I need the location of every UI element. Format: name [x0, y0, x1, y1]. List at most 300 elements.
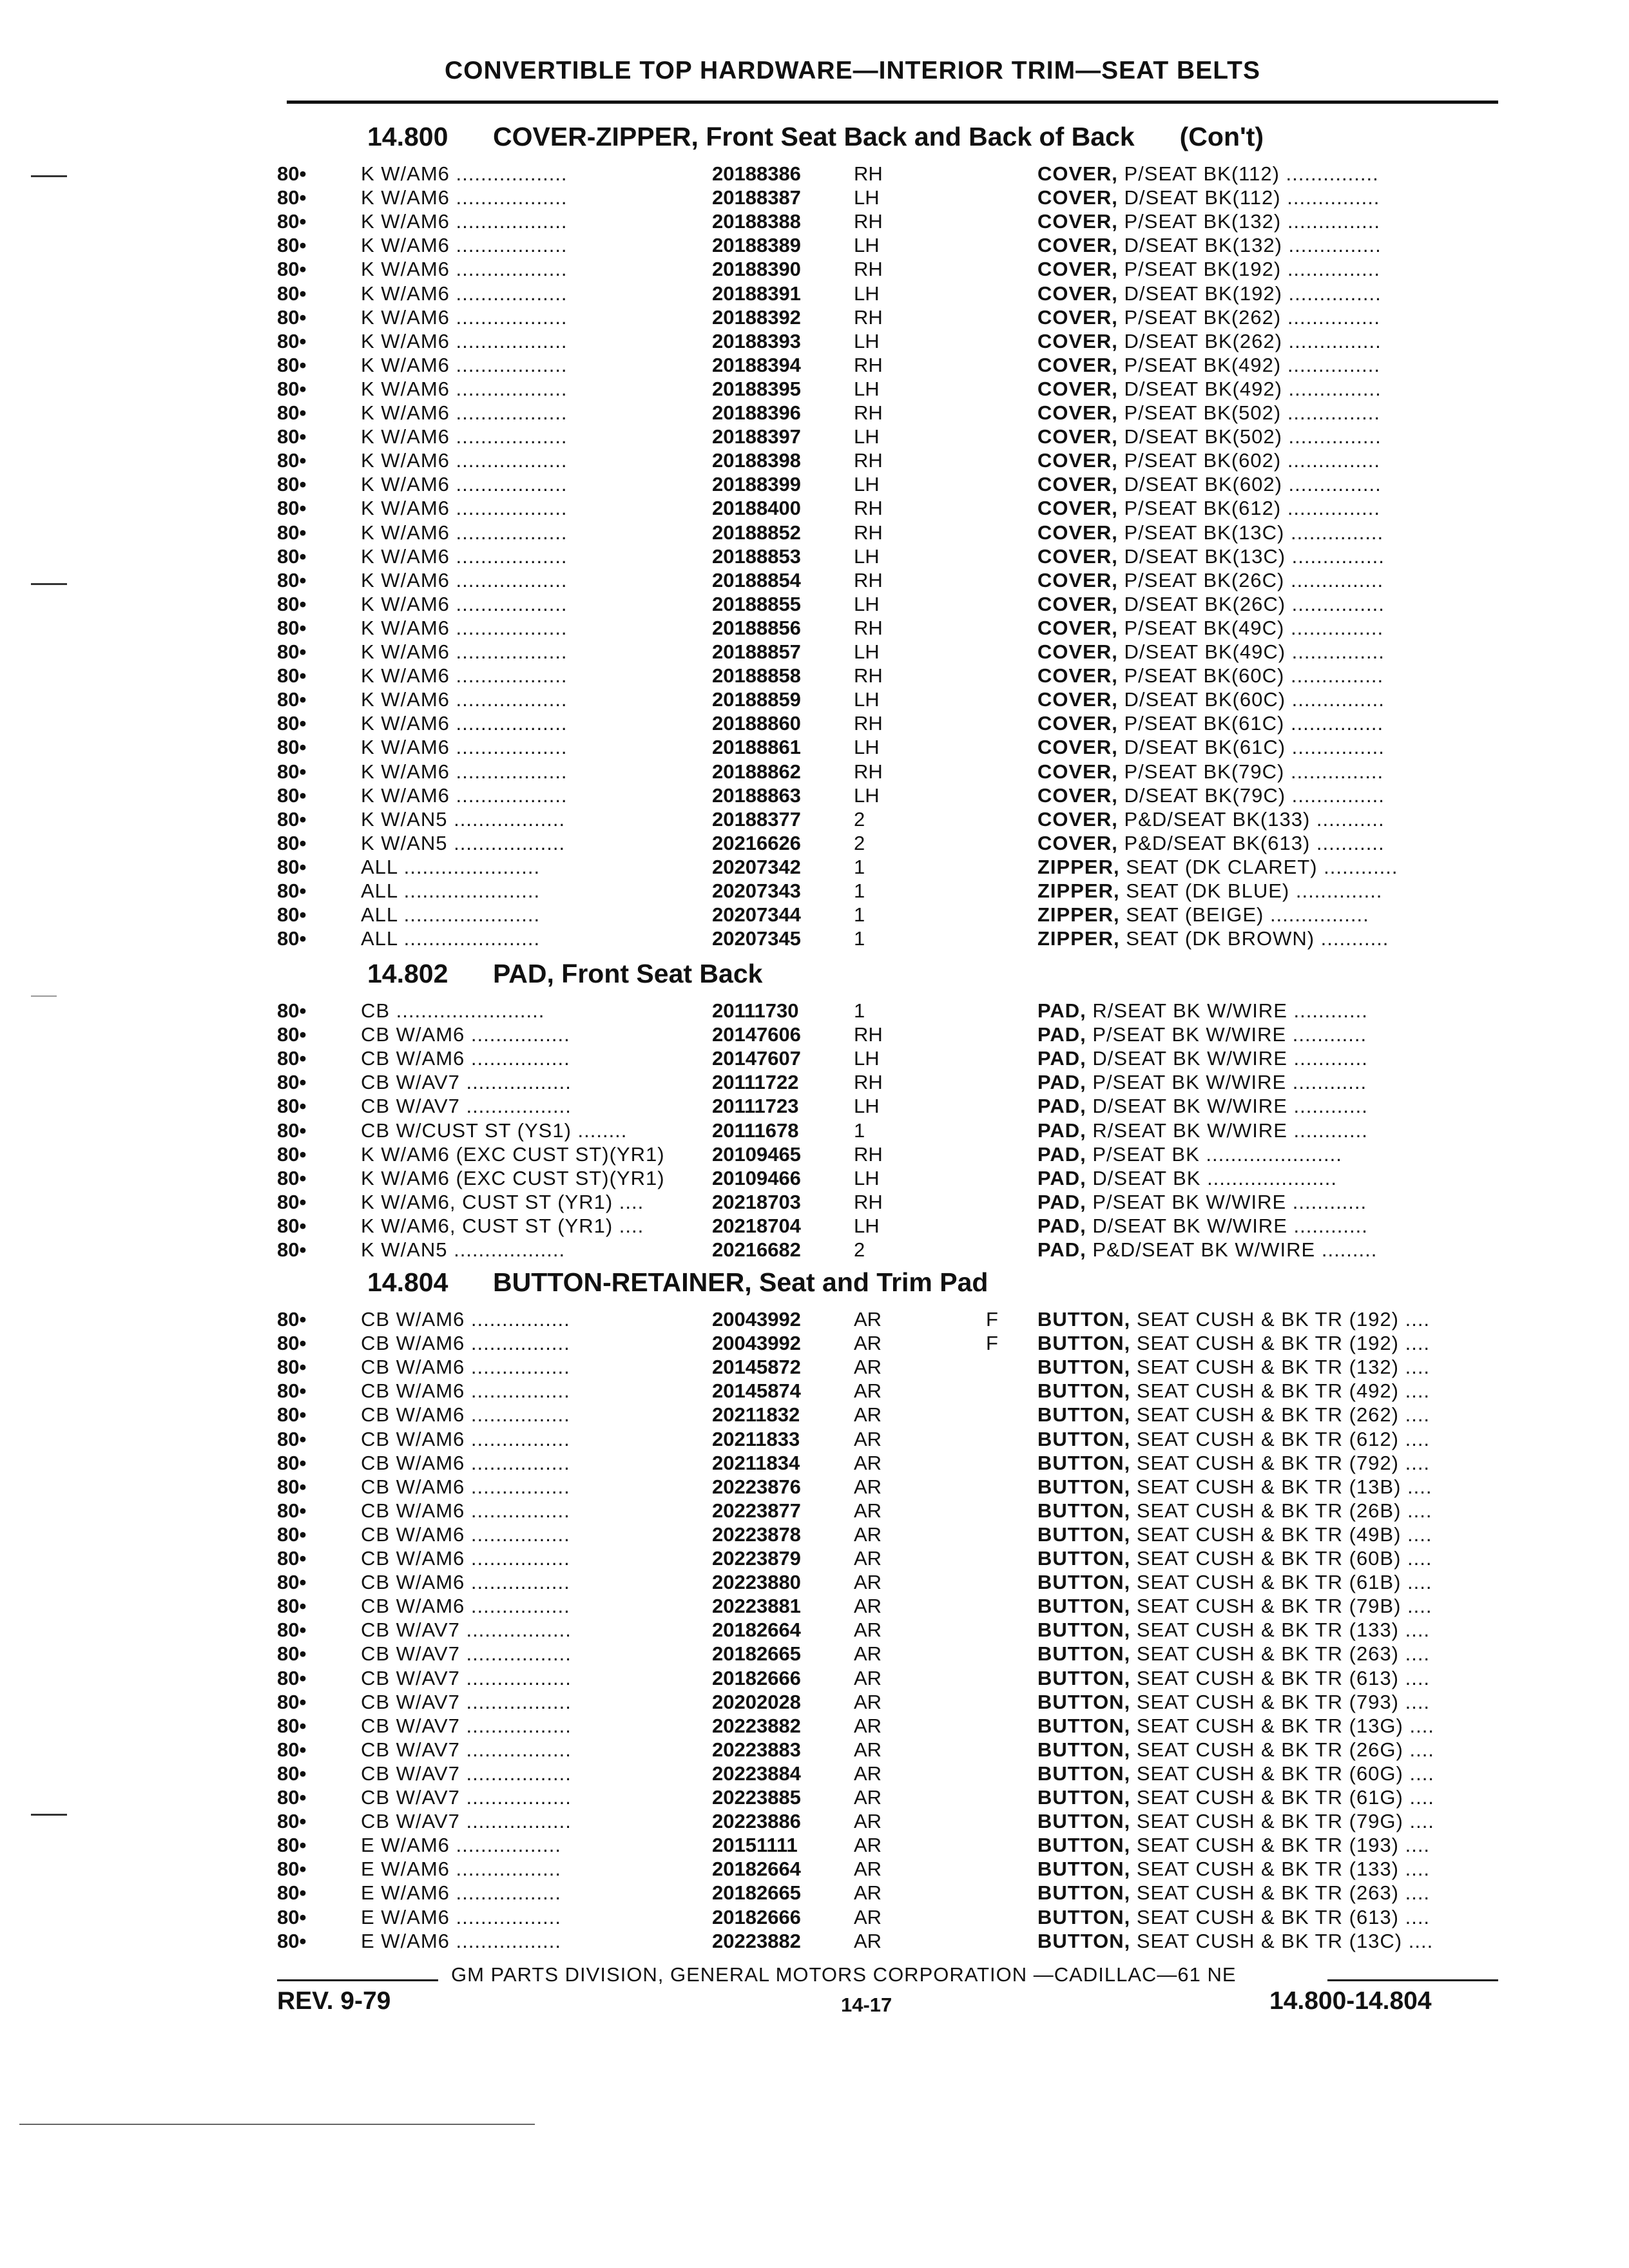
- description-detail: D/SEAT BK(60C) ...............: [1117, 688, 1385, 711]
- model-year: 80•: [277, 1428, 307, 1450]
- part-number: 20182665: [712, 1642, 801, 1665]
- quantity: RH: [854, 497, 883, 519]
- model-application: K W/AM6 ..................: [361, 258, 568, 280]
- part-row: [277, 1023, 1521, 1046]
- description-detail: SEAT CUSH & BK TR (13G) ....: [1130, 1715, 1434, 1737]
- section-number: 14.804: [367, 1267, 448, 1297]
- description-detail: SEAT CUSH & BK TR (193) ....: [1130, 1834, 1431, 1856]
- quantity: RH: [854, 712, 883, 735]
- description-noun: ZIPPER,: [1037, 879, 1120, 902]
- quantity: AR: [854, 1403, 882, 1426]
- model-application: CB W/AM6 ................: [361, 1547, 570, 1570]
- quantity: AR: [854, 1452, 882, 1474]
- bottom-rule: [19, 2124, 535, 2125]
- model-year: 80•: [277, 234, 307, 256]
- part-number: 20188391: [712, 282, 801, 305]
- part-row: [277, 1594, 1521, 1618]
- part-row: [277, 282, 1521, 305]
- model-application: K W/AM6 ..................: [361, 497, 568, 519]
- part-description: [1037, 186, 1521, 209]
- model-year: 80•: [277, 330, 307, 352]
- model-year: 80•: [277, 664, 307, 687]
- part-description: [1037, 1451, 1521, 1475]
- description-detail: P/SEAT BK(13C) ...............: [1117, 521, 1384, 544]
- part-row: [277, 162, 1521, 186]
- model-application: CB W/AV7 .................: [361, 1667, 572, 1689]
- margin-mark: [31, 175, 67, 177]
- part-number: 20043992: [712, 1332, 801, 1354]
- title-rule: [287, 101, 1498, 104]
- part-description: [1037, 1166, 1521, 1190]
- part-row: [277, 544, 1521, 568]
- model-application: K W/AM6 ..................: [361, 425, 568, 448]
- description-noun: BUTTON,: [1037, 1930, 1131, 1952]
- description-noun: BUTTON,: [1037, 1379, 1131, 1402]
- model-application: CB W/AM6 ................: [361, 1308, 570, 1331]
- model-year: 80•: [277, 1762, 307, 1785]
- description-noun: COVER,: [1037, 808, 1118, 831]
- quantity: AR: [854, 1428, 882, 1450]
- part-description: [1037, 1570, 1521, 1594]
- description-detail: D/SEAT BK(492) ...............: [1117, 378, 1382, 400]
- model-year: 80•: [277, 1786, 307, 1809]
- model-year: 80•: [277, 1715, 307, 1737]
- part-description: [1037, 1714, 1521, 1738]
- model-application: K W/AM6 ..................: [361, 306, 568, 329]
- description-detail: SEAT CUSH & BK TR (263) ....: [1130, 1881, 1431, 1904]
- model-year: 80•: [277, 1452, 307, 1474]
- quantity: RH: [854, 1191, 883, 1213]
- description-noun: PAD,: [1037, 1167, 1086, 1189]
- part-row: [277, 1570, 1521, 1594]
- part-number: 20188860: [712, 712, 801, 735]
- part-row: [277, 1451, 1521, 1475]
- model-year: 80•: [277, 1119, 307, 1142]
- model-year: 80•: [277, 545, 307, 568]
- model-year: 80•: [277, 378, 307, 400]
- description-detail: SEAT CUSH & BK TR (61G) ....: [1130, 1786, 1434, 1809]
- model-application: K W/AM6 ..................: [361, 449, 568, 472]
- model-year: 80•: [277, 1810, 307, 1832]
- part-row: [277, 521, 1521, 544]
- description-detail: SEAT CUSH & BK TR (263) ....: [1130, 1642, 1431, 1665]
- part-row: [277, 568, 1521, 592]
- description-noun: BUTTON,: [1037, 1858, 1131, 1880]
- part-number: 20216682: [712, 1238, 801, 1261]
- part-description: [1037, 616, 1521, 640]
- part-number: 20109466: [712, 1167, 801, 1189]
- model-year: 80•: [277, 1023, 307, 1046]
- part-description: [1037, 1119, 1521, 1142]
- part-description: [1037, 1618, 1521, 1642]
- part-number: 20207342: [712, 856, 801, 878]
- part-number: 20207343: [712, 879, 801, 902]
- model-application: CB W/AM6 ................: [361, 1047, 570, 1070]
- description-detail: D/SEAT BK(262) ...............: [1117, 330, 1382, 352]
- model-application: CB W/AM6 ................: [361, 1523, 570, 1546]
- part-number: 20188392: [712, 306, 801, 329]
- part-number: 20223886: [712, 1810, 801, 1832]
- part-row: [277, 1762, 1521, 1785]
- description-detail: SEAT CUSH & BK TR (793) ....: [1130, 1691, 1431, 1713]
- description-detail: P/SEAT BK(49C) ...............: [1117, 617, 1384, 639]
- description-detail: SEAT CUSH & BK TR (49B) ....: [1130, 1523, 1432, 1546]
- part-row: [277, 1190, 1521, 1214]
- part-row: [277, 1929, 1521, 1953]
- section-title: BUTTON-RETAINER, Seat and Trim Pad: [493, 1267, 988, 1297]
- part-row: [277, 1070, 1521, 1094]
- part-number: 20188857: [712, 640, 801, 663]
- quantity: AR: [854, 1786, 882, 1809]
- model-application: CB W/AV7 .................: [361, 1691, 572, 1713]
- description-detail: SEAT CUSH & BK TR (262) ....: [1130, 1403, 1431, 1426]
- quantity: AR: [854, 1738, 882, 1761]
- quantity: LH: [854, 1047, 880, 1070]
- model-application: CB W/AM6 ................: [361, 1452, 570, 1474]
- quantity: AR: [854, 1379, 882, 1402]
- description-noun: COVER,: [1037, 617, 1118, 639]
- part-row: [277, 1642, 1521, 1666]
- model-year: 80•: [277, 306, 307, 329]
- model-year: 80•: [277, 593, 307, 615]
- part-row: [277, 1690, 1521, 1714]
- part-description: [1037, 1666, 1521, 1690]
- quantity: 1: [854, 1119, 865, 1142]
- model-application: CB W/AM6 ................: [361, 1379, 570, 1402]
- model-application: K W/AM6 ..................: [361, 569, 568, 591]
- part-number: 20188854: [712, 569, 801, 591]
- footnote: F: [986, 1308, 998, 1331]
- description-noun: PAD,: [1037, 1071, 1086, 1093]
- part-description: [1037, 664, 1521, 687]
- model-application: CB W/AV7 .................: [361, 1095, 572, 1117]
- description-noun: COVER,: [1037, 234, 1118, 256]
- part-description: [1037, 831, 1521, 855]
- part-description: [1037, 1594, 1521, 1618]
- quantity: 2: [854, 832, 865, 854]
- model-application: K W/AM6 ..................: [361, 521, 568, 544]
- quantity: RH: [854, 449, 883, 472]
- description-detail: P/SEAT BK(112) ...............: [1117, 162, 1379, 185]
- model-year: 80•: [277, 1834, 307, 1856]
- part-description: [1037, 209, 1521, 233]
- model-year: 80•: [277, 449, 307, 472]
- section-continued: (Con't): [1179, 122, 1264, 151]
- part-row: [277, 1499, 1521, 1523]
- description-noun: COVER,: [1037, 497, 1118, 519]
- part-row: [277, 831, 1521, 855]
- part-number: 20188398: [712, 449, 801, 472]
- description-noun: PAD,: [1037, 1215, 1086, 1237]
- part-description: [1037, 305, 1521, 329]
- footer-rule-left: [277, 1979, 438, 1981]
- model-application: ALL ......................: [361, 856, 541, 878]
- model-year: 80•: [277, 688, 307, 711]
- quantity: LH: [854, 1215, 880, 1237]
- part-description: [1037, 1499, 1521, 1523]
- model-year: 80•: [277, 473, 307, 495]
- model-year: 80•: [277, 1191, 307, 1213]
- part-number: 20111722: [712, 1071, 799, 1093]
- description-noun: BUTTON,: [1037, 1762, 1131, 1785]
- description-detail: D/SEAT BK(192) ...............: [1117, 282, 1382, 305]
- quantity: AR: [854, 1691, 882, 1713]
- part-row: [277, 1833, 1521, 1857]
- part-row: [277, 879, 1521, 903]
- quantity: 1: [854, 856, 865, 878]
- description-noun: BUTTON,: [1037, 1403, 1131, 1426]
- model-application: E W/AM6 .................: [361, 1881, 561, 1904]
- quantity: LH: [854, 378, 880, 400]
- part-number: 20043992: [712, 1308, 801, 1331]
- description-noun: BUTTON,: [1037, 1810, 1131, 1832]
- part-number: 20211833: [712, 1428, 800, 1450]
- description-noun: PAD,: [1037, 999, 1086, 1022]
- part-row: [277, 401, 1521, 425]
- quantity: RH: [854, 1023, 883, 1046]
- model-year: 80•: [277, 425, 307, 448]
- description-detail: P/SEAT BK(492) ...............: [1117, 354, 1381, 376]
- part-description: [1037, 855, 1521, 879]
- part-row: [277, 1119, 1521, 1142]
- part-number: 20188853: [712, 545, 801, 568]
- part-number: 20223884: [712, 1762, 801, 1785]
- part-description: [1037, 1403, 1521, 1427]
- description-noun: PAD,: [1037, 1143, 1086, 1166]
- description-detail: SEAT CUSH & BK TR (79B) ....: [1130, 1595, 1432, 1617]
- description-detail: P/SEAT BK W/WIRE ............: [1086, 1071, 1367, 1093]
- part-number: 20223885: [712, 1786, 801, 1809]
- model-year: 80•: [277, 258, 307, 280]
- quantity: LH: [854, 688, 880, 711]
- description-noun: COVER,: [1037, 664, 1118, 687]
- quantity: 1: [854, 927, 865, 950]
- quantity: LH: [854, 593, 880, 615]
- quantity: AR: [854, 1523, 882, 1546]
- quantity: AR: [854, 1332, 882, 1354]
- model-application: K W/AM6 ..................: [361, 210, 568, 233]
- model-application: K W/AN5 ..................: [361, 808, 566, 831]
- description-detail: SEAT CUSH & BK TR (60B) ....: [1130, 1547, 1432, 1570]
- model-year: 80•: [277, 1930, 307, 1952]
- part-description: [1037, 1142, 1521, 1166]
- model-year: 80•: [277, 1547, 307, 1570]
- model-application: CB W/AV7 .................: [361, 1762, 572, 1785]
- part-number: 20223880: [712, 1571, 801, 1593]
- description-noun: BUTTON,: [1037, 1906, 1131, 1928]
- model-application: K W/AM6 ..................: [361, 378, 568, 400]
- part-row: [277, 927, 1521, 950]
- model-year: 80•: [277, 1619, 307, 1641]
- part-number: 20223878: [712, 1523, 801, 1546]
- model-application: E W/AM6 .................: [361, 1858, 561, 1880]
- description-detail: SEAT CUSH & BK TR (792) ....: [1130, 1452, 1431, 1474]
- model-year: 80•: [277, 1571, 307, 1593]
- part-row: [277, 377, 1521, 401]
- quantity: RH: [854, 162, 883, 185]
- model-application: K W/AM6 ..................: [361, 688, 568, 711]
- part-description: [1037, 783, 1521, 807]
- description-noun: COVER,: [1037, 832, 1118, 854]
- part-number: 20223882: [712, 1930, 801, 1952]
- model-year: 80•: [277, 210, 307, 233]
- model-application: CB W/AV7 .................: [361, 1810, 572, 1832]
- model-application: K W/AM6 ..................: [361, 712, 568, 735]
- part-number: 20188386: [712, 162, 801, 185]
- description-noun: BUTTON,: [1037, 1547, 1131, 1570]
- description-detail: P/SEAT BK(602) ...............: [1117, 449, 1381, 472]
- model-year: 80•: [277, 1167, 307, 1189]
- quantity: AR: [854, 1762, 882, 1785]
- part-number: 20188859: [712, 688, 801, 711]
- part-row: [277, 448, 1521, 472]
- description-detail: D/SEAT BK .....................: [1086, 1167, 1337, 1189]
- quantity: RH: [854, 1071, 883, 1093]
- quantity: AR: [854, 1308, 882, 1331]
- part-number: 20145874: [712, 1379, 801, 1402]
- part-row: [277, 329, 1521, 353]
- margin-mark: [31, 995, 57, 997]
- model-year: 80•: [277, 1858, 307, 1880]
- description-detail: D/SEAT BK W/WIRE ............: [1086, 1047, 1368, 1070]
- quantity: LH: [854, 282, 880, 305]
- model-year: 80•: [277, 1595, 307, 1617]
- part-number: 20207344: [712, 903, 801, 926]
- part-number: 20111730: [712, 999, 799, 1022]
- part-number: 20218703: [712, 1191, 801, 1213]
- quantity: AR: [854, 1499, 882, 1522]
- part-number: 20188390: [712, 258, 801, 280]
- description-detail: P/SEAT BK W/WIRE ............: [1086, 1191, 1367, 1213]
- description-noun: COVER,: [1037, 688, 1118, 711]
- description-noun: BUTTON,: [1037, 1881, 1131, 1904]
- model-application: CB W/CUST ST (YS1) ........: [361, 1119, 628, 1142]
- model-year: 80•: [277, 856, 307, 878]
- part-number: 20182665: [712, 1881, 801, 1904]
- quantity: RH: [854, 521, 883, 544]
- model-application: K W/AM6 (EXC CUST ST)(YR1): [361, 1143, 665, 1166]
- section-range: 14.800-14.804: [1269, 1987, 1432, 2015]
- model-year: 80•: [277, 1906, 307, 1928]
- description-noun: ZIPPER,: [1037, 927, 1120, 950]
- model-application: K W/AM6 ..................: [361, 760, 568, 783]
- model-application: K W/AN5 ..................: [361, 832, 566, 854]
- part-number: 20188862: [712, 760, 801, 783]
- part-description: [1037, 1070, 1521, 1094]
- quantity: LH: [854, 234, 880, 256]
- model-application: CB W/AV7 .................: [361, 1738, 572, 1761]
- description-detail: SEAT CUSH & BK TR (492) ....: [1130, 1379, 1431, 1402]
- margin-mark: [31, 583, 67, 585]
- part-row: [277, 616, 1521, 640]
- part-row: [277, 425, 1521, 448]
- model-year: 80•: [277, 1642, 307, 1665]
- part-number: 20211834: [712, 1452, 800, 1474]
- model-application: K W/AM6 ..................: [361, 545, 568, 568]
- description-noun: COVER,: [1037, 354, 1118, 376]
- description-detail: SEAT CUSH & BK TR (192) ....: [1130, 1332, 1431, 1354]
- model-year: 80•: [277, 808, 307, 831]
- model-year: 80•: [277, 1403, 307, 1426]
- quantity: AR: [854, 1642, 882, 1665]
- description-detail: D/SEAT BK(26C) ...............: [1117, 593, 1385, 615]
- model-application: K W/AM6 ..................: [361, 736, 568, 758]
- part-description: [1037, 401, 1521, 425]
- quantity: LH: [854, 473, 880, 495]
- footnote: F: [986, 1332, 998, 1354]
- model-application: K W/AM6 ..................: [361, 593, 568, 615]
- margin-mark: [31, 1814, 67, 1816]
- description-noun: COVER,: [1037, 784, 1118, 807]
- quantity: LH: [854, 784, 880, 807]
- part-number: 20147607: [712, 1047, 801, 1070]
- part-row: [277, 999, 1521, 1023]
- description-noun: COVER,: [1037, 186, 1118, 209]
- quantity: AR: [854, 1906, 882, 1928]
- description-detail: D/SEAT BK(49C) ...............: [1117, 640, 1385, 663]
- quantity: AR: [854, 1547, 882, 1570]
- description-detail: SEAT (DK BLUE) ..............: [1119, 879, 1383, 902]
- part-description: [1037, 448, 1521, 472]
- part-row: [277, 1714, 1521, 1738]
- part-number: 20188852: [712, 521, 801, 544]
- model-year: 80•: [277, 354, 307, 376]
- quantity: 1: [854, 903, 865, 926]
- part-row: [277, 1905, 1521, 1929]
- description-noun: ZIPPER,: [1037, 903, 1120, 926]
- part-row: [277, 1238, 1521, 1262]
- part-row: [277, 1379, 1521, 1403]
- description-noun: BUTTON,: [1037, 1642, 1131, 1665]
- model-year: 80•: [277, 712, 307, 735]
- description-noun: COVER,: [1037, 401, 1118, 424]
- model-year: 80•: [277, 1071, 307, 1093]
- part-row: [277, 1809, 1521, 1833]
- model-application: CB W/AM6 ................: [361, 1332, 570, 1354]
- part-row: [277, 1427, 1521, 1451]
- description-noun: BUTTON,: [1037, 1356, 1131, 1378]
- description-detail: SEAT CUSH & BK TR (13B) ....: [1130, 1475, 1432, 1498]
- model-application: K W/AM6 ..................: [361, 186, 568, 209]
- part-row: [277, 592, 1521, 616]
- model-application: CB W/AM6 ................: [361, 1356, 570, 1378]
- quantity: AR: [854, 1667, 882, 1689]
- description-noun: PAD,: [1037, 1023, 1086, 1046]
- model-application: CB W/AV7 .................: [361, 1071, 572, 1093]
- part-description: [1037, 927, 1521, 950]
- part-description: [1037, 1307, 1521, 1331]
- part-number: 20223879: [712, 1547, 801, 1570]
- model-application: K W/AM6 ..................: [361, 640, 568, 663]
- description-detail: P/SEAT BK(262) ...............: [1117, 306, 1381, 329]
- model-application: CB W/AM6 ................: [361, 1595, 570, 1617]
- description-noun: BUTTON,: [1037, 1452, 1131, 1474]
- model-application: ALL ......................: [361, 927, 541, 950]
- description-noun: COVER,: [1037, 760, 1118, 783]
- part-row: [277, 1881, 1521, 1905]
- part-row: [277, 1331, 1521, 1355]
- part-description: [1037, 1214, 1521, 1238]
- part-description: [1037, 544, 1521, 568]
- part-row: [277, 1307, 1521, 1331]
- quantity: 2: [854, 1238, 865, 1261]
- model-application: K W/AM6 ..................: [361, 401, 568, 424]
- part-description: [1037, 1857, 1521, 1881]
- description-noun: COVER,: [1037, 306, 1118, 329]
- description-noun: COVER,: [1037, 449, 1118, 472]
- part-description: [1037, 162, 1521, 186]
- part-description: [1037, 1642, 1521, 1666]
